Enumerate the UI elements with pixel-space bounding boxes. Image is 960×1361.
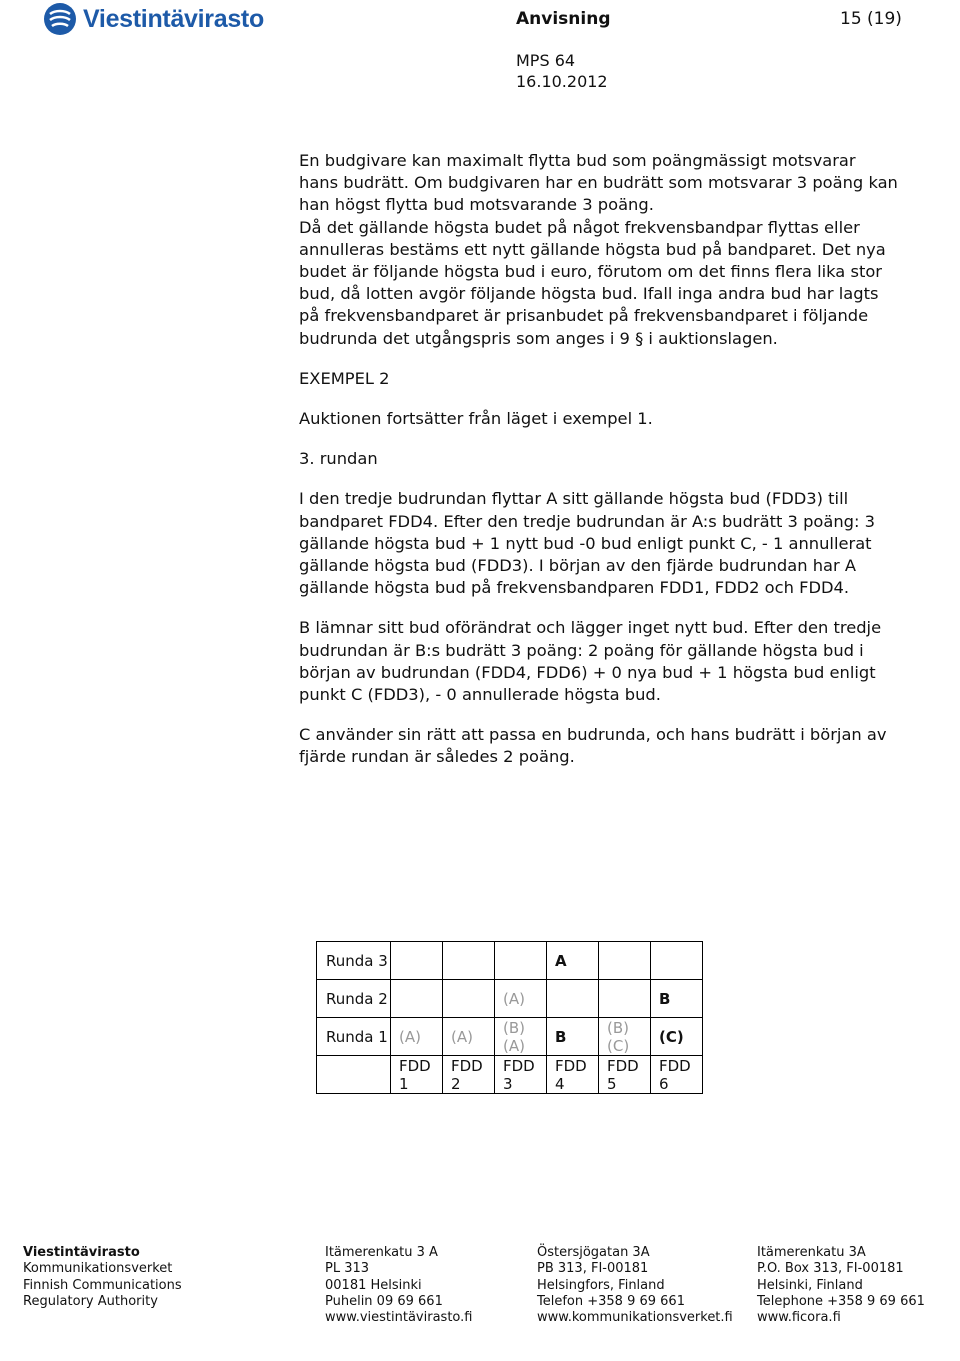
document-type: Anvisning bbox=[516, 9, 611, 29]
footer-line: 00181 Helsinki bbox=[325, 1277, 422, 1293]
footer-line: Itämerenkatu 3 A bbox=[325, 1245, 438, 1260]
table-cell bbox=[443, 942, 495, 980]
document-reference bbox=[516, 50, 608, 92]
table-cell bbox=[443, 980, 495, 1018]
table-cell: FDD 2 bbox=[443, 1056, 495, 1094]
table-cell: B bbox=[547, 1018, 599, 1056]
paragraph: B lämnar sitt bud oförändrat och lägger inget nytt bud. Efter den tredje budrundan är B:s budrätt 3 poäng: 2 poäng för gällande högsta bud i början av budrundan (FDD4, FDD6) + 0 nya bud + 1 högsta bud enligt punkt C (FDD3), - 0 annullerade högsta bud. bbox=[299, 618, 882, 705]
footer-link[interactable]: www.ficora.fi bbox=[757, 1310, 841, 1326]
paragraph: Då det gällande högsta budet på något frekvensbandpar flyttas eller annulleras bestäms ett nytt gällande högsta bud på bandparet. Det nya budet är följande högsta bud i euro, förutom om det finns flera lika stor bud, då lotten avgör följande högsta bud. Ifall inga andra bud har lagts på frekvensbandparet är prisanbudet på frekvensbandparet i följande budrunda det utgångspris som anges i 9 § i auktionslagen. bbox=[299, 217, 886, 348]
table-cell: Runda 1 bbox=[317, 1018, 391, 1056]
table-cell bbox=[317, 1056, 391, 1094]
paragraph: I den tredje budrundan flyttar A sitt gällande högsta bud (FDD3) till bandparet FDD4. Efter den tredje budrundan är A:s budrätt 3 poäng: 3 gällande högsta bud + 1 nytt bud -0 bud enligt punkt C, - 1 annullerat gällande högsta bud (FDD3). I början av den fjärde budrundan har A gällande högsta bud på frekvensbandparen FDD1, FDD2 och FDD4. bbox=[299, 489, 876, 598]
table-cell: A bbox=[547, 942, 599, 980]
footer-line: Regulatory Authority bbox=[23, 1293, 158, 1309]
table-cell bbox=[599, 980, 651, 1018]
table-cell bbox=[599, 942, 651, 980]
table-cell bbox=[547, 980, 599, 1018]
bid-table bbox=[316, 941, 703, 1094]
table-cell bbox=[651, 942, 703, 980]
page-number: 15 (19) bbox=[840, 9, 902, 29]
paragraph: Auktionen fortsätter från läget i exempel 1. bbox=[299, 409, 653, 429]
logo-mark-icon bbox=[43, 2, 77, 36]
table-cell bbox=[391, 980, 443, 1018]
footer-column-finnish bbox=[325, 1245, 472, 1326]
table-cell: FDD 1 bbox=[391, 1056, 443, 1094]
table-cell bbox=[391, 942, 443, 980]
table-cell: FDD 5 bbox=[599, 1056, 651, 1094]
table-cell: (A) bbox=[391, 1018, 443, 1056]
table-cell: FDD 3 bbox=[495, 1056, 547, 1094]
table-cell: B bbox=[651, 980, 703, 1018]
footer-line: Helsinki, Finland bbox=[757, 1277, 863, 1293]
table-row bbox=[317, 1056, 703, 1094]
table-row bbox=[317, 1018, 703, 1056]
table-cell: (A) bbox=[443, 1018, 495, 1056]
paragraph: En budgivare kan maximalt flytta bud som poängmässigt motsvarar hans budrätt. Om budgivaren har en budrätt som motsvarar 3 poäng kan han högst flytta bud motsvarande 3 poäng. bbox=[299, 151, 898, 215]
table-cell: (B) (A) bbox=[495, 1018, 547, 1056]
footer-link[interactable]: www.viestintävirasto.fi bbox=[325, 1310, 473, 1326]
round-heading: 3. rundan bbox=[299, 449, 378, 469]
footer-line: PB 313, FI-00181 bbox=[537, 1261, 649, 1277]
footer-line: Telephone +358 9 69 661 bbox=[757, 1293, 925, 1309]
table-row bbox=[317, 980, 703, 1018]
table-row bbox=[317, 942, 703, 980]
footer-line: Kommunikationsverket bbox=[23, 1261, 173, 1277]
document-date: 16.10.2012 bbox=[516, 72, 608, 91]
document-id: MPS 64 bbox=[516, 51, 576, 70]
footer-column-english bbox=[757, 1245, 925, 1326]
table-cell: (C) bbox=[651, 1018, 703, 1056]
footer-line: Viestintävirasto bbox=[23, 1245, 140, 1260]
table-cell: Runda 3 bbox=[317, 942, 391, 980]
footer-line: Finnish Communications bbox=[23, 1277, 182, 1293]
footer-line: Puhelin 09 69 661 bbox=[325, 1293, 443, 1309]
footer-line: Östersjögatan 3A bbox=[537, 1245, 650, 1260]
footer-link[interactable]: www.kommunikationsverket.fi bbox=[537, 1310, 733, 1326]
footer-line: P.O. Box 313, FI-00181 bbox=[757, 1261, 904, 1277]
footer-line: Telefon +358 9 69 661 bbox=[537, 1293, 685, 1309]
table-cell: (A) bbox=[495, 980, 547, 1018]
footer-line: Itämerenkatu 3A bbox=[757, 1245, 866, 1260]
paragraph: C använder sin rätt att passa en budrunda, och hans budrätt i början av fjärde rundan är således 2 poäng. bbox=[299, 725, 887, 767]
footer-line: Helsingfors, Finland bbox=[537, 1277, 665, 1293]
table-cell: Runda 2 bbox=[317, 980, 391, 1018]
footer-line: PL 313 bbox=[325, 1261, 370, 1277]
table-cell bbox=[495, 942, 547, 980]
document-body bbox=[299, 150, 899, 769]
table-cell: FDD 6 bbox=[651, 1056, 703, 1094]
example-heading: EXEMPEL 2 bbox=[299, 368, 390, 388]
table-cell: FDD 4 bbox=[547, 1056, 599, 1094]
footer-column-agency bbox=[23, 1245, 182, 1310]
agency-logo bbox=[43, 2, 264, 36]
footer-column-swedish bbox=[537, 1245, 733, 1326]
table-cell: (B) (C) bbox=[599, 1018, 651, 1056]
logo-text: Viestintävirasto bbox=[83, 4, 264, 33]
